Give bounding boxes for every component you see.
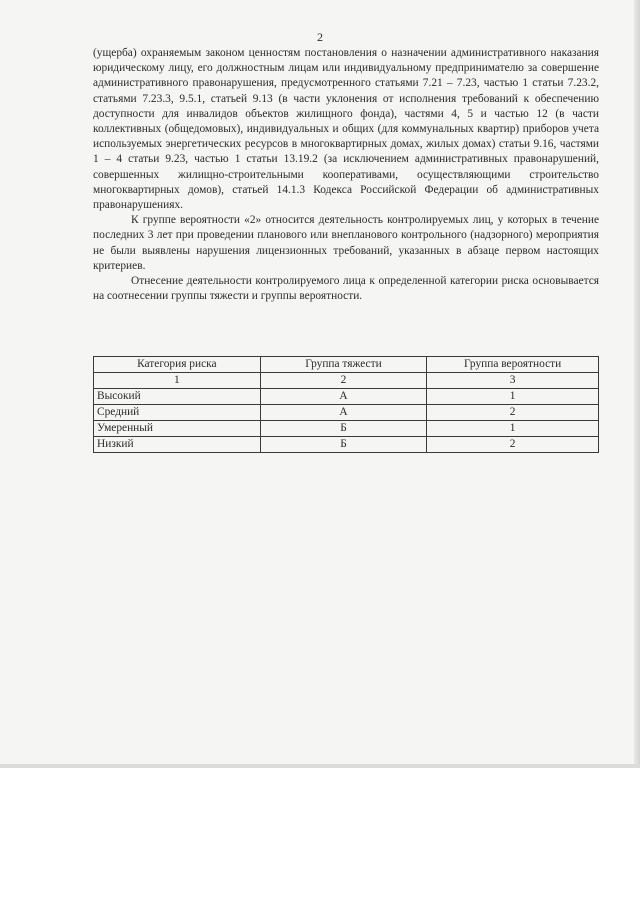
probability-cell: 2 [427, 405, 599, 421]
header-probability-group: Группа вероятности [427, 357, 599, 373]
table-header-row [94, 357, 599, 373]
header-risk-category: Категория риска [94, 357, 261, 373]
scan-bottom-edge [0, 764, 640, 768]
body-text [93, 46, 599, 304]
table-row [94, 389, 599, 405]
paragraph-risk-category: Отнесение деятельности контролируемого лица к определенной категории риска основывается на соотнесении группы тяжести и группы вероятности. [93, 275, 599, 303]
severity-cell: А [260, 405, 427, 421]
risk-category-cell: Умеренный [94, 421, 261, 437]
severity-cell: Б [260, 437, 427, 453]
probability-cell: 1 [427, 389, 599, 405]
severity-cell: А [260, 389, 427, 405]
table-row [94, 405, 599, 421]
header-severity-group: Группа тяжести [260, 357, 427, 373]
risk-category-cell: Высокий [94, 389, 261, 405]
column-number: 1 [94, 373, 261, 389]
scan-edge-shadow [634, 0, 640, 768]
column-number: 2 [260, 373, 427, 389]
table-row [94, 421, 599, 437]
probability-cell: 2 [427, 437, 599, 453]
risk-category-cell: Средний [94, 405, 261, 421]
table-numbering-row [94, 373, 599, 389]
column-number: 3 [427, 373, 599, 389]
risk-category-table [93, 356, 599, 453]
paragraph-probability-group: К группе вероятности «2» относится деятельность контролируемых лиц, у которых в течение последних 3 лет при проведении планового или внепланового контрольного (надзорного) мероприятия не были выявлены нарушения лицензионных требований, указанных в абзаце первом настоящих критериев. [93, 214, 599, 272]
probability-cell: 1 [427, 421, 599, 437]
severity-cell: Б [260, 421, 427, 437]
risk-category-cell: Низкий [94, 437, 261, 453]
paragraph-continuation: (ущерба) охраняемым законом ценностям постановления о назначении административного наказания юридическому лицу, его должностным лицам или индивидуальному предпринимателю за совершение административного правонарушения, предусмотренного статьями 7.21 – 7.23, частью 1 статьи 7.23.2, статьями 7.23.3, 9.5.1, статьей 9.13 (в части уклонения от исполнения требований к обеспечению доступности для инвалидов объектов жилищного фонда), частями 4, 5 и частью 12 (в части коллективных (общедомовых), индивидуальных и общих (для коммунальных квартир) приборов учета используемых энергетических ресурсов в многоквартирных домах, жилых домах) статьи 9.16, частями 1 – 4 статьи 9.23, частью 1 статьи 13.19.2 (за исключением административных правонарушений, совершенных жилищно-строительными кооперативами, осуществляющими строительство многоквартирных домов), статьей 14.1.3 Кодекса Российской Федерации об административных правонарушениях. [93, 47, 599, 212]
page-number: 2 [317, 30, 323, 44]
table-row [94, 437, 599, 453]
